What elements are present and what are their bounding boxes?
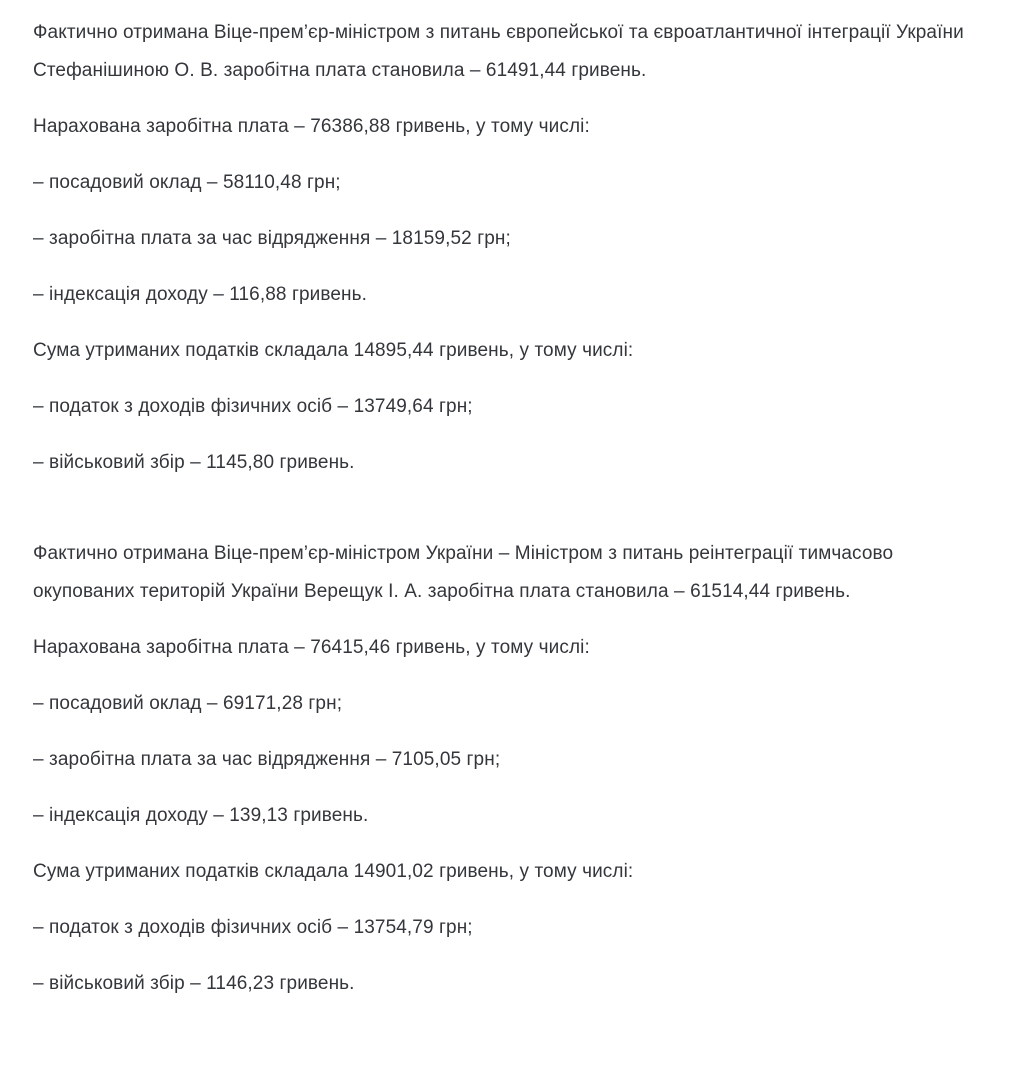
item-base-salary: – посадовий оклад – 58110,48 грн; — [33, 172, 341, 193]
received-salary-paragraph: Фактично отримана Віце-прем’єр-міністром України – Міністром з питань реінтеграції тимчасово окупованих територій України Верещук І. А. заробітна плата становила – 61514,44 гривень. — [33, 543, 894, 602]
item-business-trip-salary: – заробітна плата за час відрядження – 7105,05 грн; — [33, 749, 501, 770]
item-base-salary: – посадовий оклад – 69171,28 грн; — [33, 693, 343, 714]
item-personal-income-tax: – податок з доходів фізичних осіб – 13754,79 грн; — [33, 917, 473, 938]
withheld-taxes-paragraph: Сума утриманих податків складала 14895,44 гривень, у тому числі: — [33, 340, 634, 361]
item-military-levy: – військовий збір – 1146,23 гривень. — [33, 973, 355, 994]
salary-section-vereshchuk — [33, 535, 982, 1003]
salary-section-stefanishyna — [33, 14, 982, 482]
withheld-taxes-paragraph: Сума утриманих податків складала 14901,02 гривень, у тому числі: — [33, 861, 634, 882]
item-income-indexation: – індексація доходу – 139,13 гривень. — [33, 805, 369, 826]
received-salary-paragraph: Фактично отримана Віце-прем’єр-міністром з питань європейської та євроатлантичної інтеграції України Стефанішиною О. В. заробітна плата становила – 61491,44 гривень. — [33, 22, 964, 81]
item-income-indexation: – індексація доходу – 116,88 гривень. — [33, 284, 367, 305]
accrued-salary-paragraph: Нарахована заробітна плата – 76415,46 гривень, у тому числі: — [33, 637, 590, 658]
item-personal-income-tax: – податок з доходів фізичних осіб – 13749,64 грн; — [33, 396, 473, 417]
item-military-levy: – військовий збір – 1145,80 гривень. — [33, 452, 355, 473]
accrued-salary-paragraph: Нарахована заробітна плата – 76386,88 гривень, у тому числі: — [33, 116, 590, 137]
item-business-trip-salary: – заробітна плата за час відрядження – 18159,52 грн; — [33, 228, 511, 249]
